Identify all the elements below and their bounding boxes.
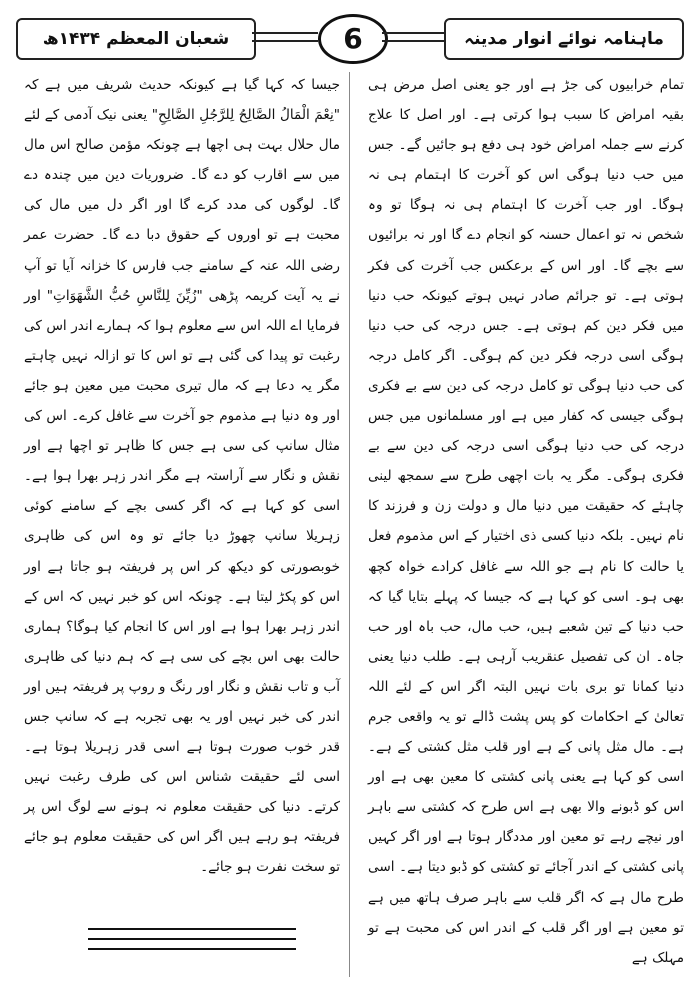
column-divider — [349, 72, 350, 977]
header-ornament-right — [382, 32, 448, 42]
header-ornament-left — [252, 32, 318, 42]
end-rule — [88, 928, 296, 930]
page-number: 6 — [318, 14, 388, 64]
magazine-title: ماہنامہ نوائے انوار مدینہ — [444, 18, 684, 60]
text-column-right — [368, 70, 684, 975]
text-column-left — [24, 70, 340, 975]
issue-date: شعبان المعظم ۱۴۳۴ھ — [16, 18, 256, 60]
page-header — [16, 12, 684, 62]
left-column-text: جیسا کہ کہا گیا ہے کیونکہ حدیث شریف میں ہے کہ "نِعْمَ الْمَالُ الصَّالِحُ لِلرَّجُلِ الصَّالِحِ" یعنی نیک آدمی کے لئے مال حلال بہت ہی اچھا ہے چونکہ مؤمن صالح اس مال میں سے اقارب کو دے گا۔ ضروریات دین میں چندہ دے گا۔ لوگوں کی مدد کرے گا اور اگر دل میں مال کی محبت ہے تو اوروں کے حقوق دبا دے گا۔ حضرت عمر رضی اللہ عنہ کے سامنے جب فارس کا خزانہ آیا تو آپ نے یہ آیت کریمہ پڑھی "زُيِّنَ لِلنَّاسِ حُبُّ الشَّهَوَاتِ" اور فرمایا اے اللہ اس سے معلوم ہوا کہ ہمارے اندر اس کی رغبت تو پیدا کی گئی ہے تو اس کا تو ازالہ نہیں چاہتے مگر یہ دعا ہے کہ مال تیری محبت میں معین ہو جائے اور وہ دنیا ہے مذموم جو آخرت سے غافل کرے۔ اس کی مثال سانپ کی سی ہے جس کا ظاہر تو اچھا ہے اور نقش و نگار سے آراستہ ہے مگر اندر زہر بھرا ہوا ہے۔ اسی کو کہا ہے کہ اگر کسی بچے کے سامنے کوئی زہریلا سانپ چھوڑ دیا جائے تو وہ اس کی ظاہری خوبصورتی کو دیکھ کر اس پر فریفتہ ہو جاتا ہے اور اس کو پکڑ لیتا ہے۔ چونکہ اس کو خبر نہیں کہ اس کے اندر زہر بھرا ہوا ہے اور اس کا انجام کیا ہوگا؟ ہماری حالت بھی اس بچے کی سی ہے کہ ہم دنیا کی ظاہری آب و تاب نقش و نگار اور رنگ و روپ پر فریفتہ ہیں اور اندر کی خبر نہیں اور یہ بھی تجربہ ہے کہ سانپ جس قدر خوب صورت ہوتا ہے اسی قدر زہریلا ہوتا ہے۔ اسی لئے حقیقت شناس اس کی طرف رغبت نہیں کرتے۔ دنیا کی حقیقت معلوم نہ ہونے سے لوگ اس پر فریفتہ ہو رہے ہیں اگر اس کی حقیقت معلوم ہو جائے تو سخت نفرت ہو جائے۔ — [24, 77, 340, 876]
end-rule — [88, 938, 296, 940]
right-column-text: تمام خرابیوں کی جڑ ہے اور جو یعنی اصل مرض ہی بقیہ امراض کا سبب ہوا کرتی ہے۔ اور اصل کا علاج کرنے سے جملہ امراض خود ہی دفع ہو جائیں گے۔ جس میں حب دنیا ہوگی اس کو آخرت کا اہتمام ہی نہ ہوگا۔ اور جب آخرت کا اہتمام ہی نہ ہوگا تو وہ شخص نہ تو اعمال حسنہ کو انجام دے گا اور نہ برائیوں سے بچے گا۔ اور اس کے برعکس جب آخرت کی فکر ہوتی ہے۔ تو جرائم صادر نہیں ہوتے کیونکہ حب دنیا میں فکر دین کم ہوتی ہے۔ جس درجہ کی حب دنیا ہوگی اسی درجہ فکر دین کم ہوگی۔ اگر کامل درجہ کی حب دنیا ہوگی تو کامل درجہ کی دین سے بے فکری ہوگی جیسی کہ کفار میں ہے اور مسلمانوں میں جس درجہ کی حب دنیا ہوگی اسی درجہ کی دین سے بے فکری ہوگی۔ مگر یہ بات اچھی طرح سے سمجھ لینی چاہئے کہ حقیقت میں دنیا مال و دولت زن و فرزند کا نام نہیں۔ بلکہ دنیا کسی ذی اختیار کے اس مذموم فعل یا حالت کا نام ہے جو اللہ سے غافل کرادے خواہ کچھ بھی ہو۔ اسی کو کہا ہے کہ جیسا کہ پہلے بتایا گیا کہ حب دنیا کے تین شعبے ہیں، حب مال، حب باہ اور حب جاہ۔ ان کی تفصیل عنقریب آرہی ہے۔ طلب دنیا یعنی دنیا کمانا تو بری بات نہیں البتہ اگر اس کے لئے اللہ تعالیٰ کے احکامات کو پس پشت ڈالے تو یہ واقعی جرم ہے۔ مال مثل پانی کے ہے اور قلب مثل کشتی کے ہے۔ اسی کو کہا ہے یعنی پانی کشتی کا معین بھی ہے اور اس کو ڈبونے والا بھی ہے اس طرح کہ کشتی سے باہر اور نیچے رہے تو معین اور مددگار ہوتا ہے اور اگر کہیں پانی کشتی کے اندر آجائے تو کشتی کو ڈبو دیتا ہے۔ اسی طرح مال ہے کہ اگر قلب سے باہر صرف ہاتھ میں ہے تو معین ہے اور اگر قلب کے اندر اس کی محبت ہے تو مہلک ہے — [368, 77, 684, 966]
end-rule — [88, 948, 296, 950]
